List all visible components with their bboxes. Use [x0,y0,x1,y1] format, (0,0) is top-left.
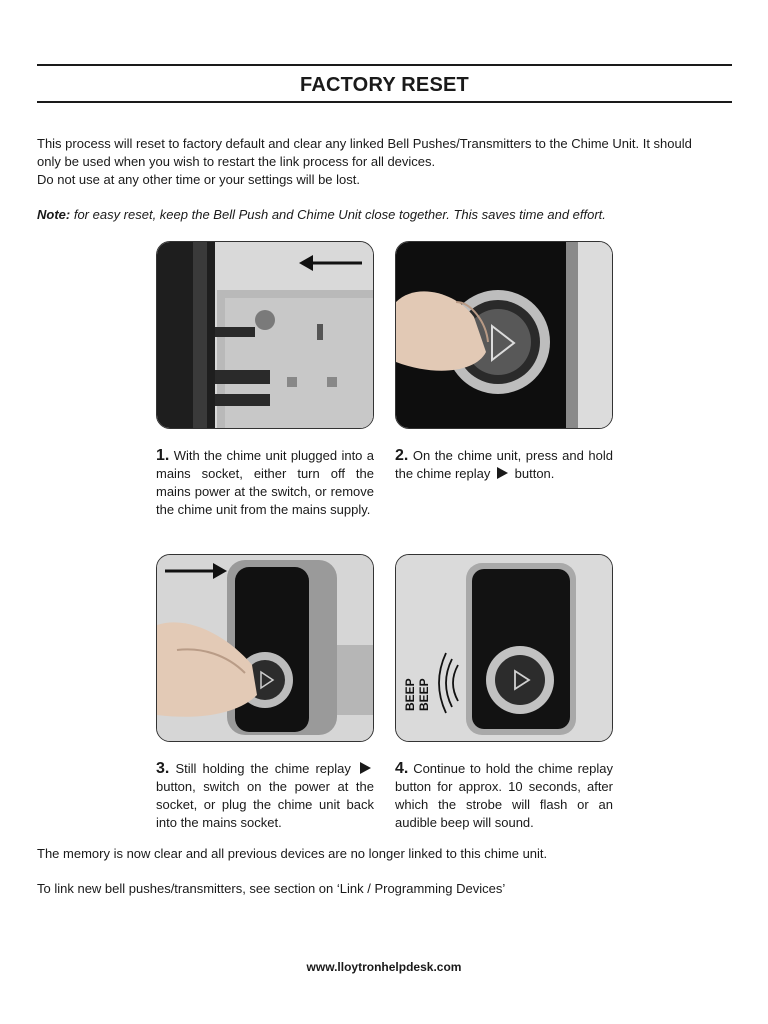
photo-step-4 [395,554,613,742]
play-triangle-icon [360,762,371,774]
step-4-number: 4. [395,760,409,777]
beep-label-2: BEEP [417,678,431,711]
link-devices-text: To link new bell pushes/transmitters, see section on ‘Link / Programming Devices’ [37,881,506,896]
step-2-text: On the chime unit, press and hold the chime replay [395,448,613,481]
photo-step-3 [156,554,374,742]
footer-url: www.lloytronhelpdesk.com [306,960,462,974]
step-2 [395,447,613,483]
top-rule [37,64,732,66]
memory-clear-text: The memory is now clear and all previous devices are no longer linked to this chime unit. [37,846,548,861]
step-3-text-end: button, switch on the power at the socket, or plug the chime unit back into the mains socket. [156,779,374,830]
step-3-number: 3. [156,760,170,777]
intro-line-2: only be used when you wish to restart the link process for all devices. [37,154,436,169]
photo-step-2 [395,241,613,429]
title-underline [37,101,732,103]
step-3-text: Still holding the chime replay [175,761,351,776]
photo-step-1 [156,241,374,429]
note-label: Note: [37,207,71,222]
intro-text [37,135,737,189]
note-paragraph [37,206,737,224]
intro-line-1: This process will reset to factory default and clear any linked Bell Pushes/Transmitters to the Chime Unit. It should [37,136,692,151]
step-2-text-end: button. [514,466,555,481]
intro-line-3: Do not use at any other time or your settings will be lost. [37,172,360,187]
step-2-number: 2. [395,447,409,464]
step-4-text: Continue to hold the chime replay button for approx. 10 seconds, after which the strobe will flash or an audible beep will sound. [395,761,613,830]
step-1 [156,447,374,519]
step-1-number: 1. [156,447,170,464]
page-title: FACTORY RESET [300,74,469,96]
step-3 [156,760,374,832]
step-4 [395,760,613,832]
note-text: for easy reset, keep the Bell Push and Chime Unit close together. This saves time and effort. [70,207,606,222]
play-triangle-icon [497,467,508,479]
step-1-text: With the chime unit plugged into a mains socket, either turn off the mains power at the switch, or remove the chime unit from the mains supply. [156,448,374,517]
beep-label-1: BEEP [403,678,417,711]
